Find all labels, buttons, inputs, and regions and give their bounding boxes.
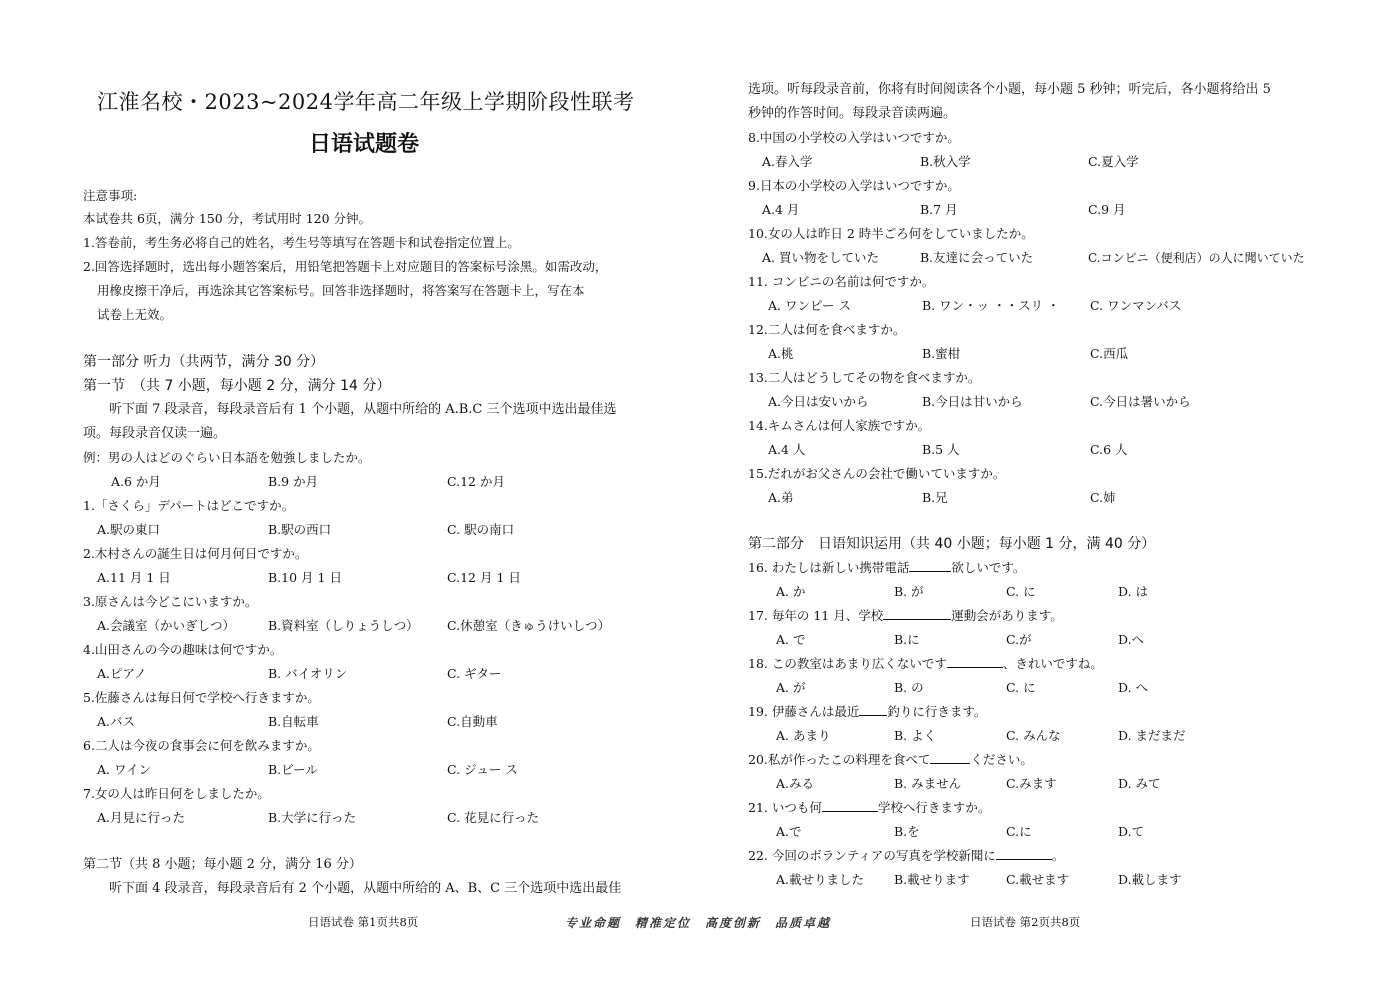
option-c: C.コンビニ（便利店）の人に聞いていた [1088,251,1305,265]
option-a: A. 買い物をしていた [762,250,879,265]
option-a: A.載せりました [776,872,865,887]
option-b: B.載せります [894,872,970,887]
option-a: A.で [776,824,802,839]
answer-blank [859,703,887,716]
question-text: 19. 伊藤さんは最近 [748,704,860,719]
option-a: A. ワイン [97,762,152,777]
section2-title: 第二节（共 8 小题；每小题 2 分，满分 16 分） [83,857,362,872]
option-c: C. 駅の南口 [447,522,515,537]
question-text: 学校へ行きますか。 [877,800,991,815]
option-a: A. が [776,680,806,695]
option-c: C.みます [1006,776,1057,791]
question [748,847,1064,865]
option-c: C.に [1006,824,1032,839]
option-a: A. ワンピー ス [768,298,851,313]
option-c: C. ジュー ス [447,762,518,777]
option-b: B.自転車 [268,714,319,729]
option-a: A.今日は安いから [768,394,869,409]
option-b: B.今日は甘いから [922,394,1023,409]
option-c: C.が [1006,632,1032,647]
answer-blank [883,607,951,620]
option-b: B. みません [894,776,962,791]
note-line: 本试卷共 6页，满分 150 分，考试用时 120 分钟。 [83,211,372,226]
option-c: C.休憩室（きゅうけいしつ） [447,618,611,633]
question: 5.佐藤さんは毎日何で学校へ行きますか。 [83,690,320,705]
question [748,751,1033,769]
option-a: A.4 人 [768,442,806,457]
answer-blank [996,847,1052,860]
option-b: B. が [894,584,924,599]
section2-instruction: 选项。听每段录音前，你将有时间阅读各个小题，每小题 5 秒钟；听完后，各小题将给出 5 [748,82,1271,97]
option-c: C.12 月 1 日 [447,570,521,585]
question-text: 。 [1051,848,1065,863]
section1-instruction: 听下面 7 段录音，每段录音后有 1 个小题，从题中所给的 A.B.C 三个选项中选出最佳选 [109,402,617,417]
option-b: B.友達に会っていた [920,250,1034,265]
question: 2.木村さんの誕生日は何月何日ですか。 [83,546,308,561]
option-a: A.ピアノ [97,666,147,681]
exam-subtitle: 日语试题卷 [309,131,420,157]
option-b: B.10 月 1 日 [268,570,342,585]
answer-blank [909,559,951,572]
option-d: D.載します [1118,872,1182,887]
option-a: A. か [776,584,806,599]
option-b: B. バイオリン [268,666,348,681]
option-a: A.桃 [768,346,794,361]
question [748,655,1103,673]
section1-instruction: 项。每段录音仅读一遍。 [83,426,227,441]
part2-title: 第二部分 日语知识运用（共 40 小题；每小题 1 分，满 40 分） [748,536,1156,552]
question: 14.キムさんは何人家族ですか。 [748,418,931,433]
question-text: 運動会があります。 [951,608,1063,623]
option-c: C.9 月 [1088,202,1126,217]
note-line: 1.答卷前，考生务必将自己的姓名，考生号等填写在答题卡和试卷指定位置上。 [83,235,520,250]
option-d: D.て [1118,824,1145,839]
question [748,703,986,721]
question-text: 釣りに行きます。 [887,704,987,719]
question: 13.二人はどうしてその物を食べますか。 [748,370,981,385]
option-c: C. に [1006,680,1036,695]
option-d: D. まだまだ [1118,728,1186,743]
option-c: C.12 か月 [447,474,505,489]
question: 4.山田さんの今の趣味は何ですか。 [83,642,283,657]
option-b: B.7 月 [920,202,958,217]
option-b: B.大学に行った [268,810,357,825]
question [748,607,1063,625]
option-c: C.今日は暑いから [1090,394,1191,409]
exam-title: 江淮名校・2023~2024学年高二年级上学期阶段性联考 [97,90,635,114]
option-b: B.9 か月 [268,474,319,489]
option-b: B.駅の西口 [268,522,332,537]
question-text: 22. 今回のボランティアの写真を学校新聞に [748,848,996,863]
option-c: C. ワンマンバス [1090,298,1182,313]
question-text: 20.私が作ったこの料理を食べて [748,752,931,767]
option-b: B. の [894,680,924,695]
note-line: 用橡皮擦干净后，再选涂其它答案标号。回答非选择题时，将答案写在答题卡上，写在本 [97,283,585,298]
question: 8.中国の小学校の入学はいつですか。 [748,130,960,145]
option-a: A.会議室（かいぎしつ） [97,618,236,633]
question: 15.だれがお父さんの会社で働いていますか。 [748,466,1006,481]
option-c: C.夏入学 [1088,154,1139,169]
question: 11. コンビニの名前は何ですか。 [748,274,935,289]
question-text: 16. わたしは新しい携帯電話 [748,560,910,575]
option-a: A.バス [97,714,136,729]
notes-header: 注意事项: [83,188,138,203]
option-c: C. に [1006,584,1036,599]
option-b: B.に [894,632,920,647]
option-b: B.蜜柑 [922,346,961,361]
question: 12.二人は何を食べますか。 [748,322,906,337]
question: 9.日本の小学校の入学はいつですか。 [748,178,960,193]
question-text: 欲しいです。 [951,560,1026,575]
question-text: 17. 毎年の 11 月、学校 [748,608,884,623]
option-a: A. あまり [776,728,831,743]
option-b: B. よく [894,728,937,743]
option-c: C.姉 [1090,490,1116,505]
question: 7.女の人は昨日何をしましたか。 [83,786,270,801]
option-b: B.兄 [922,490,948,505]
slogan: 专业命题 精准定位 高度创新 品质卓越 [565,916,832,930]
option-b: B.ビール [268,762,318,777]
section2-instruction: 听下面 4 段录音，每段录音后有 2 个小题，从题中所给的 A、B、C 三个选项中选出最佳 [109,881,622,896]
option-a: A.11 月 1 日 [97,570,171,585]
option-a: A.4 月 [762,202,800,217]
option-c: C.載せます [1006,872,1070,887]
footer-page-1: 日语试卷 第1页共8页 [308,915,419,929]
option-c: C. みんな [1006,728,1061,743]
option-d: D.へ [1118,632,1145,647]
answer-blank [822,799,878,812]
question-text: ください。 [970,752,1033,767]
example-question: 例：男の人はどのぐらい日本語を勉強しましたか。 [83,450,371,465]
option-c: C. 花見に行った [447,810,540,825]
question-text: 、きれいですね。 [1002,656,1103,671]
section2-instruction: 秒钟的作答时间。每段录音读两遍。 [748,106,957,121]
option-a: A.みる [776,776,815,791]
option-b: B.秋入学 [920,154,971,169]
answer-blank [930,751,970,764]
question [748,799,990,817]
question [748,559,1025,577]
option-b: B.を [894,824,920,839]
question: 3.原さんは今どこにいますか。 [83,594,258,609]
option-c: C. ギター [447,666,502,681]
footer-page-2: 日语试卷 第2页共8页 [970,915,1081,929]
option-d: D. は [1118,584,1149,599]
note-line: 2.回答选择题时，选出每小题答案后，用铅笔把答题卡上对应题目的答案标号涂黑。如需改动， [83,259,608,274]
option-a: A. で [776,632,806,647]
option-c: C.6 人 [1090,442,1128,457]
option-d: D. へ [1118,680,1149,695]
option-a: A.月見に行った [97,810,186,825]
option-d: D. みて [1118,776,1161,791]
option-a: A.春入学 [762,154,813,169]
option-c: C.西瓜 [1090,346,1129,361]
question-text: 21. いつも何 [748,800,822,815]
question-text: 18. この教室はあまり広くないです [748,656,947,671]
question: 6.二人は今夜の食事会に何を飲みますか。 [83,738,320,753]
option-c: C.自動車 [447,714,498,729]
answer-blank [947,655,1003,668]
question: 1.「さくら」デパートはどこですか。 [83,498,295,513]
option-b: B. ワン・ッ ・・スリ ・ [922,298,1060,313]
option-b: B.5 人 [922,442,960,457]
note-line: 试卷上无效。 [97,307,173,322]
option-a: A.6 か月 [111,474,161,489]
option-a: A.駅の東口 [97,522,161,537]
option-a: A.弟 [768,490,794,505]
question: 10.女の人は昨日 2 時半ごろ何をしていましたか。 [748,226,1034,241]
part1-title: 第一部分 听力（共两节，满分 30 分） [83,354,325,370]
option-b: B.資料室（しりょうしつ） [268,618,419,633]
section1-title: 第一节 （共 7 小题，每小题 2 分，满分 14 分） [83,378,391,394]
